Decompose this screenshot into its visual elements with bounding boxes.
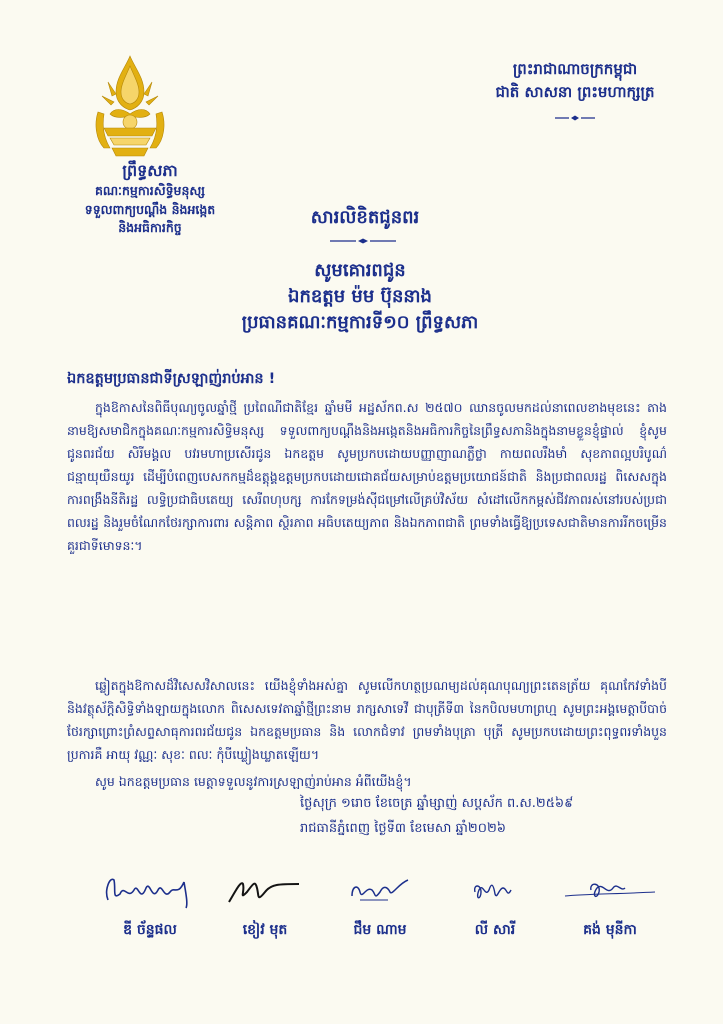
kingdom-line-2: ជាតិ សាសនា ព្រះមហាក្សត្រ [495,83,655,102]
signatory-3 [325,870,435,941]
signatory-5-name: គង់ មុនីកា [583,922,637,938]
body-paragraph-2 [67,674,667,766]
org-senate: ព្រឹទ្ធសភា [122,161,178,180]
org-line-3: និងអធិការកិច្ច [118,219,182,235]
paragraph-1-text: ក្នុងឱកាសនៃពិធីបុណ្យចូលឆ្នាំថ្មី ប្រពៃណីជាតិខ្មែរ ឆ្នាំមមី អដ្ឋស័កព.ស ២៥៧០ ឈានចូលមកដល់នាពេលខាងមុខនេះ តាងនាមឱ្យសមាជិកក្នុងគណៈកម្មការសិទ្ធិមនុស្ស ទទួលពាក្យបណ្ដឹងនិងអង្កេតនិងអធិការកិច្ចនៃព្រឹទ្ធសភានិងក្នុងនាមខ្លួនខ្ញុំផ្ទាល់ ខ្ញុំសូមជូនពរជ័យ សិរីមង្គល បវរមហាប្រសើរជូន ឯកឧត្ដម សូមប្រកបដោយបញ្ញាញាណភ្លឺថ្លា កាយពលរឹងមាំ សុខភាពល្អបរិបូណ៌ ជន្មាយុយឺនយូរ ដើម្បីបំពេញបេសកកម្មដ៏ឧត្ដុង្គឧត្ដមប្រកបដោយជោគជ័យសម្រាប់ឧត្ដមប្រយោជន៍ជាតិ និងប្រជាពលរដ្ឋ ពិសេសក្នុងការពង្រឹងនីតិរដ្ឋ លទ្ធិប្រជាធិបតេយ្យ សេរីពហុបក្ស ការកែទម្រង់ស៊ីជម្រៅលើគ្រប់វិស័យ សំដៅលើកកម្ពស់ជីវភាពរស់នៅរបស់ប្រជាពលរដ្ឋ និងរួមចំណែកថែរក្សាការពារ សន្តិភាព ស្ថិរភាព អធិបតេយ្យភាព និងឯកភាពជាតិ ព្រមទាំងធ្វើឱ្យប្រទេសជាតិមានការរីកចម្រើនគួរជាទីមោទនៈ។ [67,400,667,553]
signatory-2-name: ខៀវ មុត [242,922,288,938]
body-paragraph-3 [67,770,667,793]
paragraph-3-text: សូម ឯកឧត្ដមប្រធាន មេត្តាទទួលនូវការស្រឡាញ់រាប់អាន អំពីយើងខ្ញុំ។ [95,774,412,789]
org-line-1: គណៈកម្មការសិទ្ធិមនុស្ស [94,183,206,199]
signature-row [95,870,695,950]
title-divider-icon [328,238,398,244]
recipient-line-3: ប្រធានគណៈកម្មការទី១០ ព្រឹទ្ធសភា [241,312,479,334]
signatory-4 [440,870,550,941]
recipient-line-1: សូមគោរពជូន [314,260,406,281]
ornamental-divider-icon [553,115,597,121]
paragraph-2-text: ឆ្លៀតក្នុងឱកាសដ៏វិសេសវិសាលនេះ យើងខ្ញុំទាំងអស់គ្នា សូមលើកហត្ថប្រណម្យដល់គុណបុណ្យព្រះតេនត្រ័យ គុណកែវទាំងបី និងវត្ថុស័ក្ដិសិទ្ធិទាំងឡាយក្នុងលោក ពិសេសទេវតាឆ្នាំថ្មីព្រះនាម រាក្សសាទេវី ជាបុត្រីទី៣ នៃកបិលមហាព្រហ្ម សូមព្រះអង្គមេត្តាបីបាច់ថែរក្សាព្រោះព្រំសព្ទសាធុការពរជ័យជូន ឯកឧត្ដមប្រធាន និង លោកជំទាវ ព្រមទាំងបុត្រា បុត្រី សូមប្រកបដោយព្រះពុទ្ធពរទាំងបួនប្រការគឺ អាយុ វណ្ណៈ សុខៈ ពលៈ កុំបីឃ្លៀងឃ្លាតឡើយ។ [67,678,667,762]
body-paragraph-1 [67,396,667,557]
senate-emblem-icon [90,52,170,162]
signatory-2 [210,870,320,941]
org-line-2: ទទួលពាក្យបណ្ដឹង និងអង្កេត [84,201,216,217]
signature-5-icon [555,870,665,910]
recipient-line-2: ឯកឧត្ដម ម៉ម ប៊ុននាង [288,286,432,308]
signature-2-icon [215,870,315,910]
kingdom-motto [455,58,695,128]
signatory-1 [95,870,205,941]
kingdom-line-1: ព្រះរាជាណាចក្រកម្ពុជា [512,60,638,78]
signatory-1-name: ឌី ច័ន្ទផល [123,922,177,938]
signatory-5 [555,870,665,941]
signature-1-icon [100,870,200,910]
document-title: សារលិខិតជូនពរ [310,207,420,228]
recipient-block [140,258,580,336]
signatory-3-name: ជឹម ណាម [353,922,407,938]
salutation: ឯកឧត្ដមប្រធានជាទីស្រឡាញ់រាប់អាន ! [67,371,276,387]
signature-4-icon [445,870,545,910]
signatory-4-name: លី សារី [474,922,516,938]
date-lunar: ថ្ងៃសុក្រ ១រោច ខែចេត្រ ឆ្នាំម្សាញ់ សប្តស័ក ព.ស.២៥៦៩ [300,796,574,811]
signature-3-icon [330,870,430,910]
date-solar: រាជធានីភ្នំពេញ ថ្ងៃទី៣ ខែមេសា ឆ្នាំ២០២៦ [300,821,507,836]
